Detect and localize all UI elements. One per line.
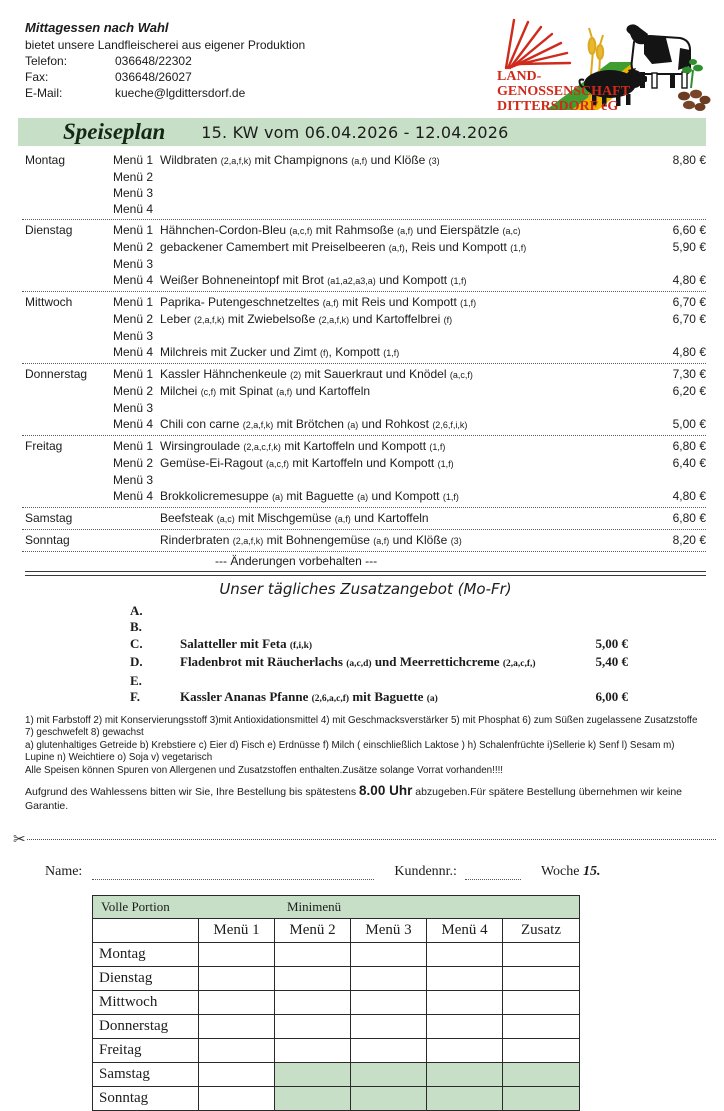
menu-day-samstag <box>25 510 706 527</box>
dish-price: 5,90 € <box>672 240 706 254</box>
order-input-cell <box>199 943 275 967</box>
day-label: Freitag <box>25 439 63 453</box>
menu-number <box>113 510 160 527</box>
deadline-prefix: Aufgrund des Wahlessens bitten wir Sie, Ihre Bestellung bis spätestens <box>25 786 360 798</box>
column-header-menu3: Menü 3 <box>351 919 427 943</box>
order-blocked-cell <box>427 1063 503 1087</box>
menu-row <box>113 311 706 328</box>
menu-number: Menü 4 <box>113 273 154 287</box>
allergens-legend: a) glutenhaltiges Getreide b) Krebstiere c) Eier d) Fisch e) Erdnüsse f) Milch ( einschließlich Laktose ) h) Schalenfrüchte i)Sellerie k) Senf l) Sesam m) Lupine n) Weichtiere o) Soja v) vegetarisch <box>25 739 675 763</box>
divider <box>22 291 706 292</box>
extras-dish: Fladenbrot mit Räucherlachs (a,c,d) und Meerrettichcreme (2,a,c,f,) <box>180 654 536 669</box>
order-input-cell <box>351 1015 427 1039</box>
menu-number: Menü 3 <box>113 329 154 343</box>
menu-number: Menü 3 <box>113 257 154 271</box>
menu-row <box>113 294 706 311</box>
dish-price <box>636 328 706 344</box>
extras-price <box>566 603 628 620</box>
extras-dish: Salatteller mit Feta (f,i,k) <box>180 635 313 651</box>
menu-day-freitag <box>25 438 706 505</box>
dish-text <box>160 400 636 416</box>
dish-text: Hähnchen-Cordon-Bleu (a,c,f) mit Rahmsoße (a,f) und Eierspätzle (a,c) <box>160 223 521 237</box>
deadline-time: 8.00 Uhr <box>359 783 413 798</box>
menu-row <box>113 455 706 472</box>
order-row-montag <box>93 943 579 967</box>
order-input-cell <box>275 1015 351 1039</box>
order-row-mittwoch <box>93 991 579 1015</box>
customer-number-field <box>465 865 521 880</box>
divider <box>22 507 706 508</box>
menu-row <box>113 488 706 505</box>
extras-letter: C. <box>130 635 143 651</box>
mini-menu-label: Minimenü <box>287 899 342 914</box>
menu-number: Menü 2 <box>113 170 154 184</box>
order-input-cell <box>199 1063 275 1087</box>
extras-row-c <box>25 636 628 655</box>
dish-price: 7,30 € <box>672 367 706 381</box>
customer-number-label: Kundennr.: <box>394 864 457 879</box>
order-input-cell <box>351 1039 427 1063</box>
column-header-menu1: Menü 1 <box>199 919 275 943</box>
dish-price <box>636 169 706 185</box>
order-blocked-cell <box>351 1087 427 1110</box>
dish-text <box>160 472 636 488</box>
order-input-cell <box>427 1039 503 1063</box>
order-row-dienstag <box>93 967 579 991</box>
banner-title: Speiseplan <box>63 119 166 144</box>
menu-number: Menü 4 <box>113 417 154 431</box>
extras-title: Unser tägliches Zusatzangebot (Mo-Fr) <box>219 579 512 598</box>
extras-row-b <box>25 619 628 636</box>
dish-text: gebackener Camembert mit Preiselbeeren (a,f), Reis und Kompott (1,f) <box>160 240 527 254</box>
extras-section <box>25 580 706 708</box>
logo-line1: LAND- <box>497 69 542 84</box>
dish-text: Rinderbraten (2,a,f,k) mit Bohnengemüse (a,f) und Klöße (3) <box>160 533 462 547</box>
logo-line2: GENOSSENSCHAFT <box>497 84 631 99</box>
menu-row <box>113 201 706 217</box>
order-input-cell <box>503 1039 579 1063</box>
divider <box>22 219 706 220</box>
divider <box>22 529 706 530</box>
menu-day-montag <box>25 152 706 217</box>
order-day-cell: Sonntag <box>93 1087 199 1110</box>
order-input-cell <box>351 991 427 1015</box>
extras-price: 5,40 € <box>595 654 628 669</box>
dish-text <box>160 328 636 344</box>
order-table-top-header <box>93 896 579 919</box>
order-deadline-note <box>25 784 706 813</box>
menu-row <box>113 416 706 433</box>
footnotes <box>25 715 706 814</box>
divider <box>22 551 706 552</box>
dish-text <box>160 169 636 185</box>
company-logo <box>494 12 712 116</box>
order-table-columns-row <box>93 919 579 943</box>
order-day-cell: Mittwoch <box>93 991 199 1015</box>
dish-price: 5,00 € <box>672 417 706 431</box>
menu-number: Menü 2 <box>113 240 154 254</box>
menu-row <box>113 366 706 383</box>
menu-row <box>113 222 706 239</box>
order-input-cell <box>503 967 579 991</box>
menu-row <box>113 532 706 549</box>
menu-row <box>113 185 706 201</box>
dish-text: Kassler Hähnchenkeule (2) mit Sauerkraut und Knödel (a,c,f) <box>160 367 473 381</box>
menu-row <box>113 400 706 416</box>
extras-price <box>566 619 628 636</box>
menu-number: Menü 3 <box>113 186 154 200</box>
order-table <box>92 895 580 1111</box>
menu-number: Menü 3 <box>113 401 154 415</box>
cut-dotted-line <box>27 839 716 840</box>
fax-value: 036648/26027 <box>115 70 192 84</box>
dish-price: 4,80 € <box>672 489 706 503</box>
name-label: Name: <box>45 864 83 879</box>
menu-number: Menü 2 <box>113 384 154 398</box>
dish-price: 6,80 € <box>672 511 706 525</box>
banner-week-range: 15. KW vom 06.04.2026 - 12.04.2026 <box>201 122 509 142</box>
extras-letter: E. <box>130 672 142 688</box>
menu-row <box>113 328 706 344</box>
menu-number: Menü 2 <box>113 312 154 326</box>
order-input-cell <box>199 1015 275 1039</box>
order-input-cell <box>199 991 275 1015</box>
menu-row <box>113 472 706 488</box>
extras-row-f <box>25 689 628 708</box>
menu-row <box>113 272 706 289</box>
order-input-cell <box>427 1015 503 1039</box>
order-row-samstag <box>93 1063 579 1087</box>
order-input-cell <box>275 967 351 991</box>
extras-letter: D. <box>130 654 143 669</box>
menu-row <box>113 169 706 185</box>
order-form-header <box>45 864 706 880</box>
order-input-cell <box>275 943 351 967</box>
dish-price: 4,80 € <box>672 273 706 287</box>
order-input-cell <box>199 967 275 991</box>
menu-day-dienstag <box>25 222 706 289</box>
additives-legend: 1) mit Farbstoff 2) mit Konservierungsstoff 3)mit Antioxidationsmittel 4) mit Geschmacksverstärker 5) mit Phosphat 6) zum Süßen zugelassene Zusatzstoffe 7) geschwefelt 8) gewachst <box>25 714 698 738</box>
order-day-cell: Dienstag <box>93 967 199 991</box>
order-day-cell: Montag <box>93 943 199 967</box>
extras-price: 5,00 € <box>595 635 628 651</box>
menu-day-donnerstag <box>25 366 706 433</box>
dish-price: 6,70 € <box>672 295 706 309</box>
week-word: Woche <box>540 864 583 879</box>
menu-row <box>113 438 706 455</box>
scissors-icon: ✂ <box>13 831 26 848</box>
extras-letter: A. <box>130 602 143 618</box>
week-label <box>541 864 601 880</box>
order-input-cell <box>351 943 427 967</box>
extras-dish <box>180 619 566 636</box>
menu-number: Menü 1 <box>113 367 154 381</box>
email-label: E-Mail: <box>25 86 63 100</box>
menu-number: Menü 4 <box>113 489 154 503</box>
menu-row <box>113 239 706 256</box>
menu-number: Menü 2 <box>113 456 154 470</box>
dish-price: 6,80 € <box>672 439 706 453</box>
dish-text: Wirsingroulade (2,a,c,f,k) mit Kartoffeln und Kompott (1,f) <box>160 439 446 453</box>
day-label: Montag <box>25 153 66 167</box>
extras-row-e <box>25 673 628 690</box>
order-day-cell: Samstag <box>93 1063 199 1087</box>
dish-price <box>636 185 706 201</box>
double-rule <box>25 571 706 576</box>
dish-price: 6,70 € <box>672 312 706 326</box>
order-row-freitag <box>93 1039 579 1063</box>
changes-reserved-note: --- Änderungen vorbehalten --- <box>215 554 378 568</box>
order-blocked-cell <box>503 1087 579 1110</box>
dish-text: Milchreis mit Zucker und Zimt (f), Kompott (1,f) <box>160 345 400 359</box>
fax-label: Fax: <box>25 70 49 84</box>
email-value: kueche@lgdittersdorf.de <box>115 86 246 100</box>
full-portion-label: Volle Portion <box>101 899 170 914</box>
day-label: Mittwoch <box>25 295 73 309</box>
dish-text: Paprika- Putengeschnetzeltes (a,f) mit Reis und Kompott (1,f) <box>160 295 477 309</box>
order-input-cell <box>503 1015 579 1039</box>
order-blocked-cell <box>427 1087 503 1110</box>
cut-line <box>13 830 716 848</box>
extras-dish <box>180 673 566 690</box>
order-input-cell <box>503 991 579 1015</box>
dish-text: Brokkolicremesuppe (a) mit Baguette (a) und Kompott (1,f) <box>160 489 459 503</box>
order-input-cell <box>351 967 427 991</box>
order-day-cell: Freitag <box>93 1039 199 1063</box>
dish-text <box>160 201 636 217</box>
header-subtitle: bietet unsere Landfleischerei aus eigener Produktion <box>25 38 306 52</box>
menu-row <box>113 510 706 527</box>
deadline-suffix: abzugeben.Für spätere Bestellung übernehmen wir keine Garantie. <box>25 786 682 812</box>
dish-price <box>636 472 706 488</box>
menu-day-mittwoch <box>25 294 706 361</box>
dish-price <box>636 400 706 416</box>
sun-rays-icon <box>506 20 570 68</box>
order-input-cell <box>275 991 351 1015</box>
extras-row-d <box>25 654 628 673</box>
day-label: Donnerstag <box>25 367 88 381</box>
document-header <box>25 20 706 114</box>
order-row-donnerstag <box>93 1015 579 1039</box>
dish-price: 8,20 € <box>672 533 706 547</box>
menu-row <box>113 383 706 400</box>
dish-text: Wildbraten (2,a,f,k) mit Champignons (a,f) und Klöße (3) <box>160 153 440 167</box>
order-input-cell <box>199 1039 275 1063</box>
dish-price: 6,40 € <box>672 456 706 470</box>
logo-line3: DITTERSDORF eG <box>497 99 619 114</box>
menu-number: Menü 1 <box>113 295 154 309</box>
day-label: Dienstag <box>25 223 73 237</box>
extras-price: 6,00 € <box>595 689 628 704</box>
dish-price: 4,80 € <box>672 345 706 359</box>
phone-value: 036648/22302 <box>115 54 192 68</box>
menu-number: Menü 4 <box>113 202 154 216</box>
dish-price: 8,80 € <box>672 153 706 167</box>
dish-text: Gemüse-Ei-Ragout (a,c,f) mit Kartoffeln und Kompott (1,f) <box>160 456 454 470</box>
dish-price <box>636 201 706 217</box>
order-input-cell <box>427 967 503 991</box>
dish-text <box>160 256 636 272</box>
day-label: Sonntag <box>25 533 70 547</box>
dish-text: Chili con carne (2,a,f,k) mit Brötchen (a) und Rohkost (2,6,f,i,k) <box>160 417 468 431</box>
order-input-cell <box>275 1039 351 1063</box>
dish-text: Beefsteak (a,c) mit Mischgemüse (a,f) und Kartoffeln <box>160 511 429 525</box>
column-header-menu2: Menü 2 <box>275 919 351 943</box>
week-number: 15. <box>582 864 601 879</box>
menu-number: Menü 3 <box>113 473 154 487</box>
weekly-menu <box>25 152 706 576</box>
extras-letter: B. <box>130 619 142 634</box>
dish-price: 6,60 € <box>672 223 706 237</box>
dish-price: 6,20 € <box>672 384 706 398</box>
extras-letter: F. <box>130 689 140 704</box>
extras-dish <box>180 603 566 620</box>
dish-price <box>636 256 706 272</box>
dish-text: Leber (2,a,f,k) mit Zwiebelsoße (2,a,f,k) und Kartoffelbrei (f) <box>160 312 453 326</box>
menu-day-sonntag <box>25 532 706 549</box>
dish-text <box>160 185 636 201</box>
order-input-cell <box>427 943 503 967</box>
phone-label: Telefon: <box>25 54 68 68</box>
order-day-cell: Donnerstag <box>93 1015 199 1039</box>
order-blocked-cell <box>275 1087 351 1110</box>
order-table-corner-cell <box>93 919 199 943</box>
header-title: Mittagessen nach Wahl <box>25 20 169 35</box>
divider <box>22 435 706 436</box>
divider <box>22 363 706 364</box>
speiseplan-banner <box>18 118 706 146</box>
menu-number: Menü 1 <box>113 153 154 167</box>
menu-row <box>113 152 706 169</box>
menu-number <box>113 532 160 549</box>
order-blocked-cell <box>351 1063 427 1087</box>
menu-row <box>113 256 706 272</box>
traces-note: Alle Speisen können Spuren von Allergenen und Zusatzstoffen enthalten.Zusätze solange Vorrat vorhanden!!!! <box>25 764 504 776</box>
extras-dish: Kassler Ananas Pfanne (2,6,a,c,f) mit Baguette (a) <box>180 689 438 704</box>
order-input-cell <box>427 991 503 1015</box>
menu-row <box>113 344 706 361</box>
menu-number: Menü 1 <box>113 223 154 237</box>
dish-text: Milchei (c,f) mit Spinat (a,f) und Kartoffeln <box>160 384 371 398</box>
order-input-cell <box>199 1087 275 1110</box>
order-row-sonntag <box>93 1087 579 1110</box>
dish-text: Weißer Bohneneintopf mit Brot (a1,a2,a3,a) und Kompott (1,f) <box>160 273 467 287</box>
column-header-zusatz: Zusatz <box>503 919 579 943</box>
menu-number: Menü 4 <box>113 345 154 359</box>
menu-number: Menü 1 <box>113 439 154 453</box>
column-header-menu4: Menü 4 <box>427 919 503 943</box>
order-blocked-cell <box>503 1063 579 1087</box>
order-blocked-cell <box>275 1063 351 1087</box>
order-input-cell <box>503 943 579 967</box>
day-label: Samstag <box>25 511 73 525</box>
name-field <box>92 865 374 880</box>
extras-price <box>566 673 628 690</box>
extras-row-a <box>25 603 628 620</box>
